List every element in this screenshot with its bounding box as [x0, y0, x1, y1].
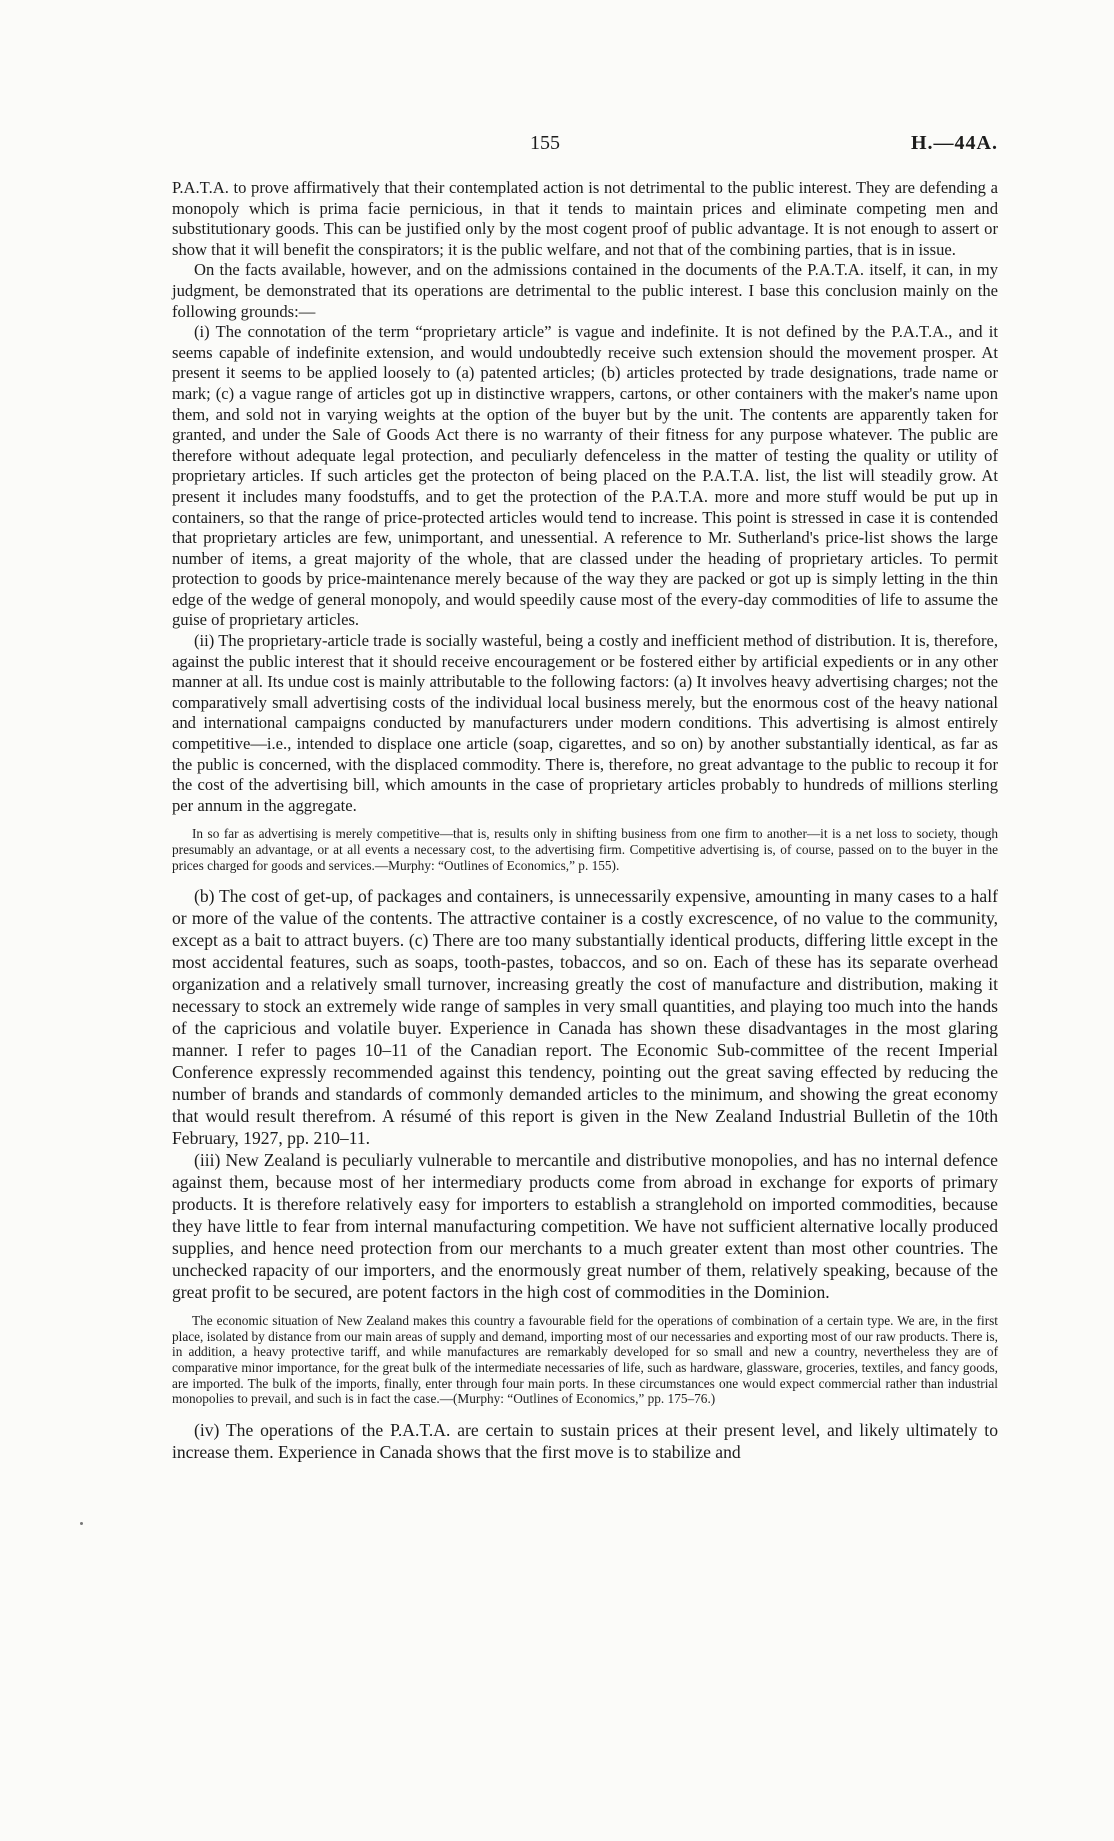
paragraph-ground-iv: (iv) The operations of the P.A.T.A. are certain to sustain prices at their present level, and likely ultimately to increase them. Experience in Canada shows that the first move is to stabilize and: [172, 1419, 998, 1462]
page-number: 155: [530, 132, 560, 154]
paragraph-ground-ii: (ii) The proprietary-article trade is socially wasteful, being a costly and inefficient method of distribution. It is, therefore, against the public interest that it should receive encouragement or be fostered either by artificial expedients or in any other manner at all. Its undue cost is mainly attributable to the following factors: (a) It involves heavy advertising charges; not the comparatively small advertising costs of the individual local business merely, but the enormous cost of the heavy national and international campaigns conducted by manufacturers under modern conditions. This advertising is almost entirely competitive—i.e., intended to displace one article (soap, cigarettes, and so on) by another substantially identical, as far as the public is concerned, with the displaced commodity. There is, therefore, no great advantage to the public to recoup it for the cost of the advertising bill, which amounts in the case of proprietary articles probably to hundreds of millions sterling per annum in the aggregate.: [172, 631, 998, 815]
paragraph-ground-ii-b: (b) The cost of get-up, of packages and containers, is unnecessarily expensive, amounting in many cases to a half or more of the value of the contents. The attractive container is a costly excrescence, of no value to the community, except as a bait to attract buyers. (c) There are too many substantially identical products, differing little except in the most accidental features, such as soaps, tooth-pastes, tobaccos, and so on. Each of these has its separate overhead organization and a relatively small turnover, increasing greatly the cost of manufacture and distribution, making it necessary to stock an extremely wide range of samples in very small quantities, and playing too much into the hands of the capricious and volatile buyer. Experience in Canada has shown these disadvantages in the most glaring manner. I refer to pages 10–11 of the Canadian report. The Economic Sub-committee of the recent Imperial Conference expressly recommended against this tendency, pointing out the great saving effected by reducing the number of brands and standards of commonly demanded articles to the minimum, and showing the great economy that would result therefrom. A résumé of this report is given in the New Zealand Industrial Bulletin of the 10th February, 1927, pp. 210–11.: [172, 886, 998, 1149]
scan-speck: [80, 1522, 83, 1525]
footnote-quote-economic-situation: The economic situation of New Zealand makes this country a favourable field for the operations of combination of a certain type. We are, in the first place, isolated by distance from our main areas of supply and demand, importing most of our necessaries and exporting most of our raw products. There is, in addition, a heavy protective tariff, and while manufactures are remarkably developed for so small and new a country, nevertheless they are of comparative minor importance, for the great bulk of the intermediate necessaries of life, such as hardware, glassware, groceries, textiles, and fancy goods, are imported. The bulk of the imports, finally, enter through four main ports. In these circumstances one would expect commercial rather than industrial monopolies to prevail, and such is in fact the case.—(Murphy: “Outlines of Economics,” pp. 175–76.): [172, 1313, 998, 1407]
paragraph-continuation: P.A.T.A. to prove affirmatively that their contemplated action is not detrimental to the public interest. They are defending a monopoly which is prima facie pernicious, in that it tends to maintain prices and eliminate competing men and substitutionary goods. This can be justified only by the most cogent proof of public advantage. It is not enough to assert or show that it will benefit the conspirators; it is the public welfare, and not that of the combining parties, that is in issue.: [172, 178, 998, 259]
page-body: [172, 178, 998, 1463]
document-reference: H.—44A.: [911, 132, 998, 154]
footnote-quote-advertising: In so far as advertising is merely competitive—that is, results only in shifting business from one firm to another—it is a net loss to society, though presumably an advantage, or at all events a necessary cost, to the advertising firm. Competitive advertising is, of course, passed on to the buyer in the prices charged for goods and services.—Murphy: “Outlines of Economics,” p. 155).: [172, 826, 998, 873]
paragraph-facts: On the facts available, however, and on the admissions contained in the documents of the P.A.T.A. itself, it can, in my judgment, be demonstrated that its operations are detrimental to the public interest. I base this conclusion mainly on the following grounds:—: [172, 260, 998, 321]
paragraph-ground-i: (i) The connotation of the term “proprietary article” is vague and indefinite. It is not defined by the P.A.T.A., and it seems capable of indefinite extension, and would undoubtedly receive such extension should the movement prosper. At present it seems to be applied loosely to (a) patented articles; (b) articles protected by trade designations, trade name or mark; (c) a vague range of articles got up in distinctive wrappers, cartons, or other containers with the maker's name upon them, and sold not in varying weights at the option of the buyer but by the unit. The contents are apparently taken for granted, and under the Sale of Goods Act there is no warranty of their fitness for any purpose whatever. The public are therefore without adequate legal protection, and peculiarly defenceless in the matter of testing the quality or utility of proprietary articles. If such articles get the protecton of being placed on the P.A.T.A. list, the list will steadily grow. At present it includes many foodstuffs, and to get the protection of the P.A.T.A. more and more stuff would be put up in containers, so that the range of price-protected articles would tend to increase. This point is stressed in case it is contended that proprietary articles are few, unimportant, and unessential. A reference to Mr. Sutherland's price-list shows the large number of items, a great majority of the whole, that are classed under the heading of proprietary articles. To permit protection to goods by price-maintenance merely because of the way they are packed or got up is simply letting in the thin edge of the wedge of general monopoly, and would speedily cause most of the every-day commodities of life to assume the guise of proprietary articles.: [172, 322, 998, 630]
page-header: [0, 132, 1114, 162]
paragraph-ground-iii: (iii) New Zealand is peculiarly vulnerable to mercantile and distributive monopolies, and has no internal defence against them, because most of her intermediary products come from abroad in exchange for exports of primary products. It is therefore relatively easy for importers to establish a stranglehold on imported commodities, because they have little to fear from internal manufacturing competition. We have not sufficient alternative locally produced supplies, and hence need protection from our merchants to a much greater extent than most other countries. The unchecked rapacity of our importers, and the enormously great number of them, relatively speaking, because of the great profit to be secured, are potent factors in the high cost of commodities in the Dominion.: [172, 1150, 998, 1303]
